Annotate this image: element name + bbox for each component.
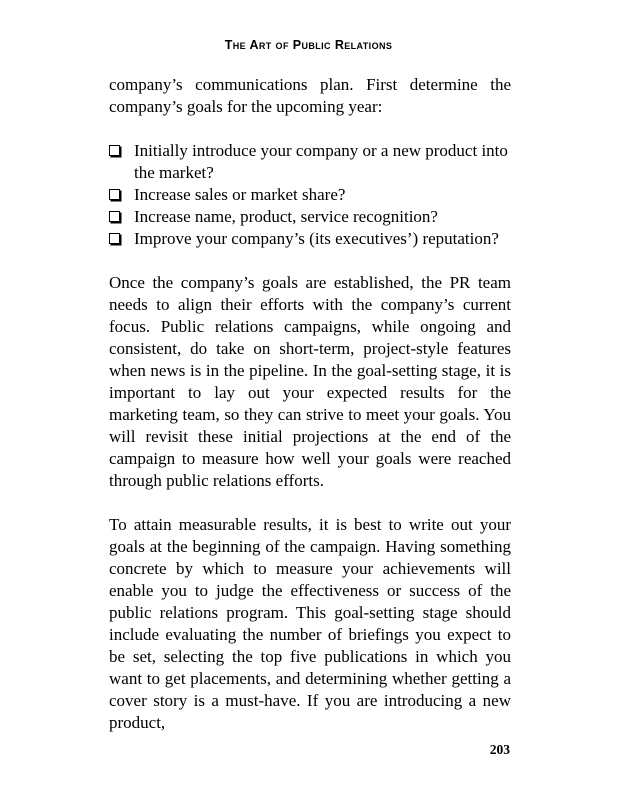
checklist-item <box>109 206 511 228</box>
checklist-item-text: Increase sales or market share? <box>134 185 346 204</box>
checkbox-icon <box>109 145 120 156</box>
checkbox-icon <box>109 233 120 244</box>
checklist-item-text: Increase name, product, service recognition? <box>134 207 438 226</box>
goals-checklist <box>109 140 511 250</box>
checklist-item-text: Initially introduce your company or a new product into the market? <box>134 141 508 182</box>
body-paragraph: Once the company’s goals are established, the PR team needs to align their efforts with the company’s current focus. Public relations campaigns, while ongoing and consistent, do take on short-term, project-style features when news is in the pipeline. In the goal-setting stage, it is important to lay out your expected results for the marketing team, so they can strive to meet your goals. You will revisit these initial projections at the end of the campaign to measure how well your goals were reached through public relations efforts. <box>109 273 511 490</box>
checklist-item <box>109 140 511 184</box>
running-header: The Art of Public Relations <box>224 38 393 52</box>
checklist-item-text: Improve your company’s (its executives’) reputation? <box>134 229 499 248</box>
checkbox-icon <box>109 211 120 222</box>
page-body <box>109 74 511 734</box>
paragraph-spacer <box>109 250 511 272</box>
checklist-item <box>109 184 511 206</box>
checklist-item <box>109 228 511 250</box>
intro-paragraph: company’s communications plan. First determine the company’s goals for the upcoming year: <box>109 75 511 116</box>
page-number: 203 <box>489 742 510 757</box>
checkbox-icon <box>109 189 120 200</box>
body-paragraph: To attain measurable results, it is best to write out your goals at the beginning of the campaign. Having something concrete by which to measure your achievements will enable you to judge the effectiveness or success of the public relations program. This goal-setting stage should include evaluating the number of briefings you expect to be set, selecting the top five publications in which you want to get placements, and determining whether getting a cover story is a must-have. If you are introducing a new product, <box>109 515 511 732</box>
paragraph-spacer <box>109 118 511 140</box>
paragraph-spacer <box>109 492 511 514</box>
